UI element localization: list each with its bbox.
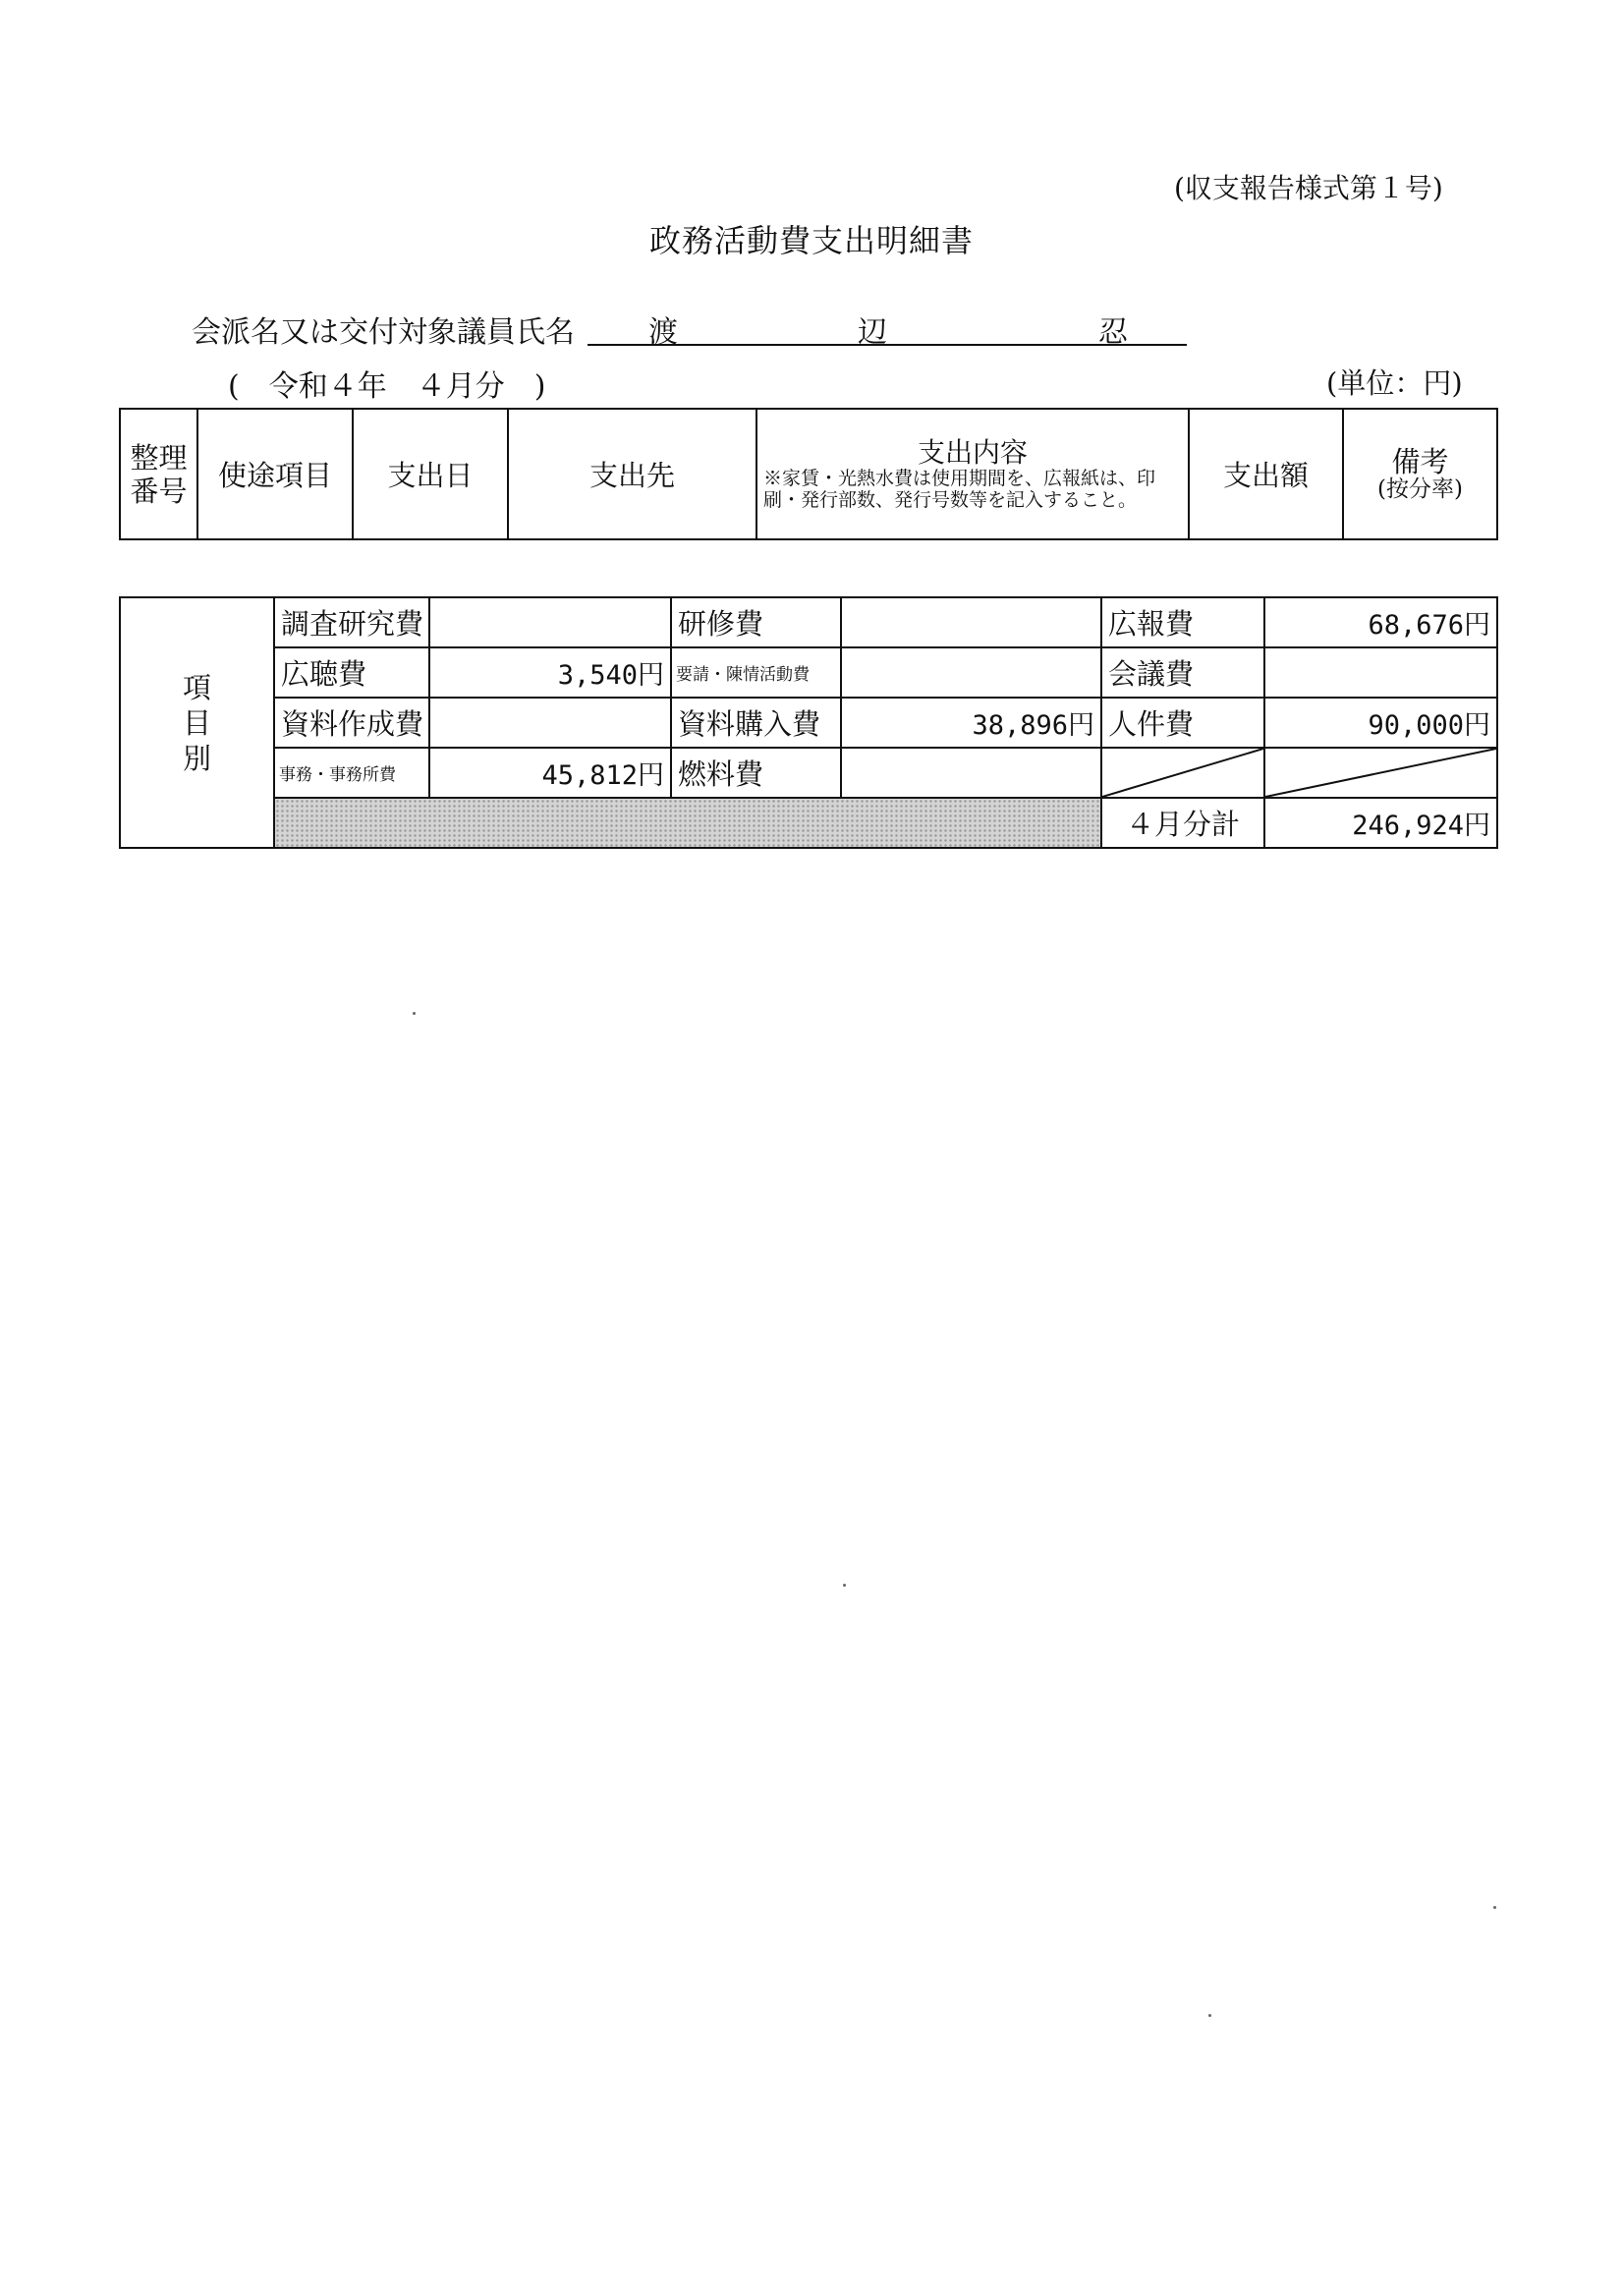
table-row <box>120 748 1497 798</box>
category-name: 調査研究費 <box>274 597 429 647</box>
category-name: 要請・陳情活動費 <box>671 647 841 698</box>
category-name: 事務・事務所費 <box>274 748 429 798</box>
naiyou-title: 支出内容 <box>917 435 1028 469</box>
bikou-label: 備考 <box>1391 444 1449 478</box>
member-name-part: 渡 <box>648 315 678 350</box>
category-amount <box>841 647 1101 698</box>
col-shishutsu-naiyou <box>756 409 1189 539</box>
scan-speck <box>1208 2014 1211 2017</box>
col-bikou <box>1343 409 1497 539</box>
faction-label: 会派名又は交付対象議員氏名 <box>192 315 575 350</box>
col-shishutsu-saki: 支出先 <box>508 409 756 539</box>
category-amount: 90,000円 <box>1264 698 1497 748</box>
col-shishutsu-bi: 支出日 <box>353 409 508 539</box>
col-seiri-bangou: 整理番号 <box>120 409 197 539</box>
category-name: 広聴費 <box>274 647 429 698</box>
member-name-part: 忍 <box>1098 315 1128 350</box>
category-name: 会議費 <box>1101 647 1264 698</box>
category-name: 燃料費 <box>671 748 841 798</box>
table-row <box>120 647 1497 698</box>
total-label: ４月分計 <box>1101 798 1264 848</box>
empty-crossed-cell <box>1101 748 1264 798</box>
category-name: 研修費 <box>671 597 841 647</box>
side-label: 項目別 <box>120 597 274 848</box>
diagonal-line <box>1102 749 1263 797</box>
scan-speck <box>413 1012 416 1015</box>
unit-label: (単位：円) <box>1326 366 1463 400</box>
category-amount <box>429 597 671 647</box>
category-name: 資料購入費 <box>671 698 841 748</box>
reporting-period: ( 令和４年 ４月分 ) <box>228 369 546 404</box>
bikou-sub-label: (按分率) <box>1377 476 1463 502</box>
empty-crossed-cell <box>1264 748 1497 798</box>
scan-speck <box>1493 1906 1496 1909</box>
naiyou-note: ※家賃・光熱水費は使用期間を、広報紙は、印刷・発行部数、発行号数等を記入すること。 <box>763 467 1156 511</box>
diagonal-line <box>1265 749 1496 797</box>
category-amount: 3,540円 <box>429 647 671 698</box>
category-name: 広報費 <box>1101 597 1264 647</box>
category-name: 人件費 <box>1101 698 1264 748</box>
category-amount <box>841 597 1101 647</box>
category-summary-table <box>119 596 1498 849</box>
category-name: 資料作成費 <box>274 698 429 748</box>
shaded-blank-area <box>274 798 1101 848</box>
table-row <box>120 698 1497 748</box>
page-title: 政務活動費支出明細書 <box>648 222 974 259</box>
scan-speck <box>843 1584 846 1587</box>
form-number: (収支報告様式第１号) <box>1174 172 1443 204</box>
col-shito-koumoku: 使途項目 <box>197 409 353 539</box>
category-amount <box>841 748 1101 798</box>
col-shishutsu-gaku: 支出額 <box>1189 409 1343 539</box>
category-amount <box>429 698 671 748</box>
table-row <box>120 597 1497 647</box>
category-amount: 45,812円 <box>429 748 671 798</box>
category-amount: 68,676円 <box>1264 597 1497 647</box>
table-row <box>120 798 1497 848</box>
category-amount <box>1264 647 1497 698</box>
expense-detail-header-table <box>119 408 1498 540</box>
total-amount: 246,924円 <box>1264 798 1497 848</box>
category-amount: 38,896円 <box>841 698 1101 748</box>
member-name-part: 辺 <box>858 315 887 350</box>
